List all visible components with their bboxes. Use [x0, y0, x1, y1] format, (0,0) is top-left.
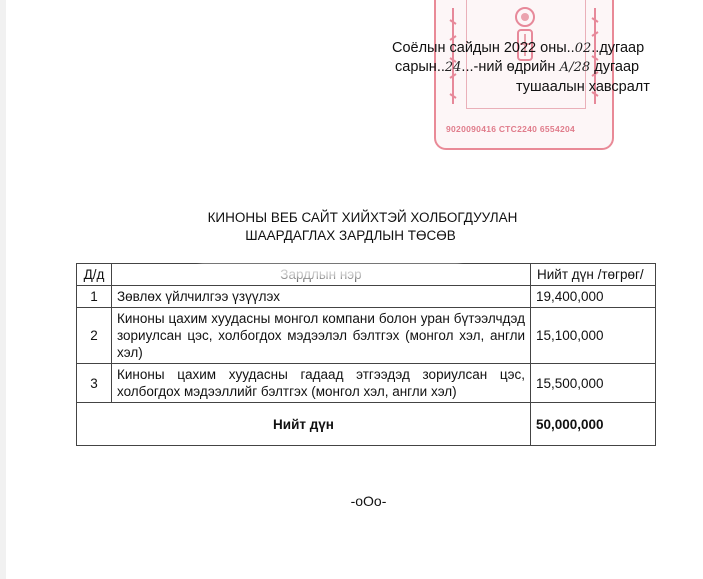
table-row: [77, 364, 656, 403]
header-line-1: Соёлын сайдын 2022 оны..02..дугаар: [392, 40, 645, 56]
header-amount: Нийт дүн /төгрөг/: [531, 264, 656, 286]
row-num: 2: [77, 308, 112, 364]
row-num: 1: [77, 286, 112, 308]
total-label: Нийт дүн: [77, 403, 531, 446]
handwritten-order-number: А/28: [559, 60, 591, 75]
row-amount: 19,400,000: [531, 286, 656, 308]
row-num: 3: [77, 364, 112, 403]
handwritten-day: 24: [444, 60, 462, 75]
header-line-3: тушаалын хавсралт: [516, 79, 650, 95]
document-title-line-1: КИНОНЫ ВЕБ САЙТ ХИЙХТЭЙ ХОЛБОГДУУЛАН: [207, 210, 518, 225]
row-name: Зөвлөх үйлчилгээ үзүүлэх: [112, 286, 531, 308]
handwritten-month: 02: [574, 41, 592, 56]
header-line-1-suffix: дугаар: [599, 40, 645, 56]
header-line-2: сарын..24...-ний өдрийн А/28 дугаар: [395, 59, 640, 75]
budget-table: [76, 263, 656, 446]
header-line-2-mid: -ний өдрийн: [473, 59, 556, 75]
row-name: Киноны цахим хуудасны монгол компани болон уран бүтээлчдэд зориулсан цэс, холбогдох мэдээлэл бэлтгэх (монгол хэл, англи хэл): [112, 308, 531, 364]
header-line-2-prefix: сарын: [395, 59, 437, 75]
stamp-number-text: 9020090416 СТС2240 6554204: [446, 124, 576, 134]
row-amount: 15,100,000: [531, 308, 656, 364]
header-line-2-suffix: дугаар: [594, 59, 640, 75]
row-name: Киноны цахим хуудасны гадаад этгээдэд зориулсан цэс, холбогдох мэдээллийг бэлтгэх (монгол хэл, англи хэл): [112, 364, 531, 403]
row-amount: 15,500,000: [531, 364, 656, 403]
header-num: Д/д: [77, 264, 112, 286]
document-title-line-2: ШААРДАГЛАХ ЗАРДЛЫН ТӨСӨВ: [245, 228, 456, 243]
table-row: [77, 286, 656, 308]
total-amount: 50,000,000: [531, 403, 656, 446]
header-line-1-prefix: Соёлын сайдын 2022 оны: [392, 40, 567, 56]
scan-smudge: [200, 264, 460, 278]
footer-mark: -оОо-: [350, 493, 387, 509]
table-row: [77, 308, 656, 364]
table-total-row: [77, 403, 656, 446]
